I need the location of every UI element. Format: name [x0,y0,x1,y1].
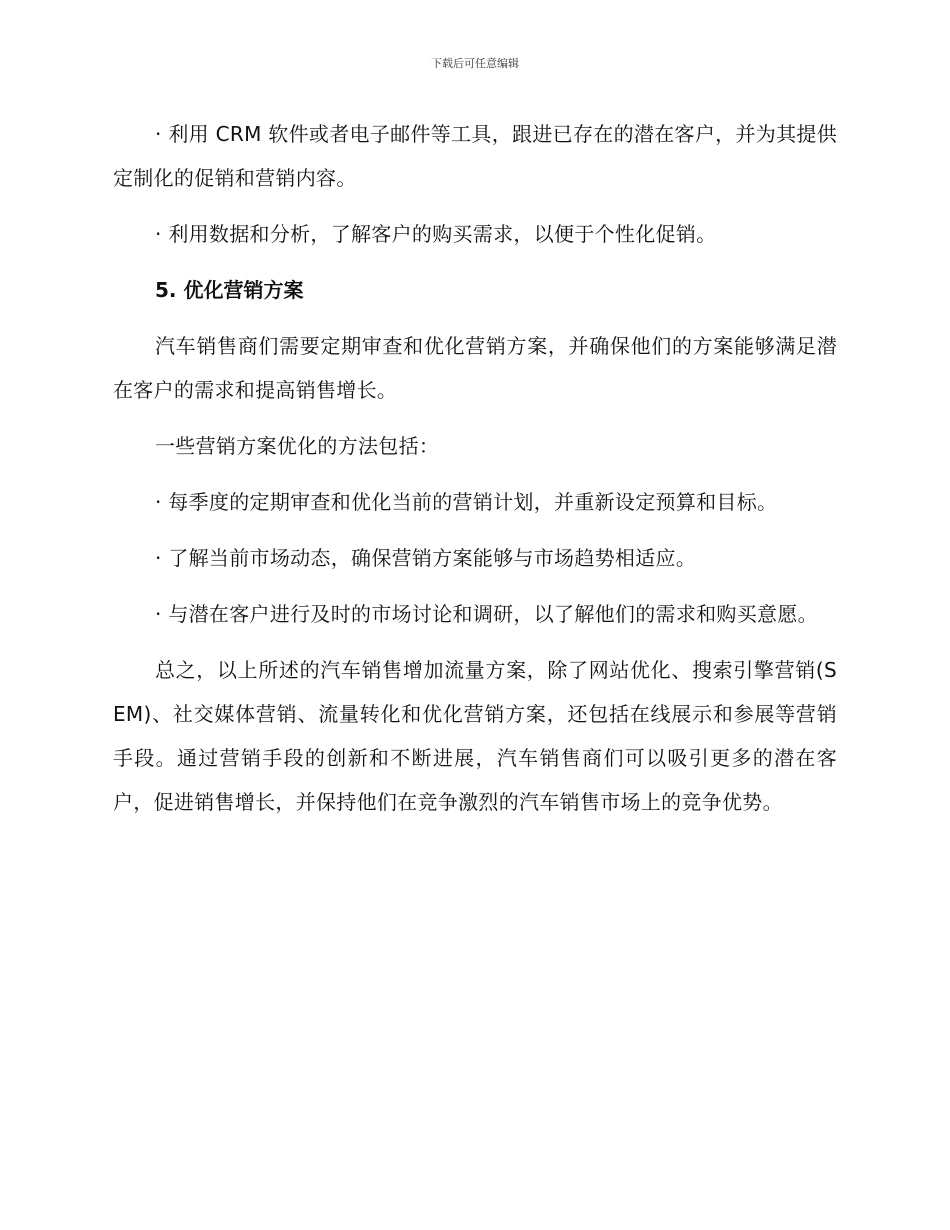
bullet-quarterly-review: · 每季度的定期审查和优化当前的营销计划，并重新设定预算和目标。 [155,490,778,514]
bullet-market-trends: · 了解当前市场动态，确保营销方案能够与市场趋势相适应。 [155,546,697,570]
bullet-data-analysis: · 利用数据和分析，了解客户的购买需求，以便于个性化促销。 [155,222,717,246]
section-heading-optimize: 5. 优化营销方案 [155,278,304,302]
paragraph-conclusion: 总之，以上所述的汽车销售增加流量方案，除了网站优化、搜索引擎营销(SEM)、社交媒体营销、流量转化和优化营销方案，还包括在线展示和参展等营销手段。通过营销手段的创新和不断进展，汽车销售商们可以吸引更多的潜在客户，促进销售增长，并保持他们在竞争激烈的汽车销售市场上的竞争优势。 [113,658,837,814]
page-header-note: 下载后可任意编辑 [431,57,519,70]
document-body [113,112,837,836]
bullet-crm-followup: · 利用 CRM 软件或者电子邮件等工具，跟进已存在的潜在客户，并为其提供定制化的促销和营销内容。 [113,122,837,190]
paragraph-methods-intro: 一些营销方案优化的方法包括： [155,434,440,458]
paragraph-optimize-intro: 汽车销售商们需要定期审查和优化营销方案，并确保他们的方案能够满足潜在客户的需求和提高销售增长。 [113,334,837,402]
bullet-customer-research: · 与潜在客户进行及时的市场讨论和调研，以了解他们的需求和购买意愿。 [155,602,818,626]
